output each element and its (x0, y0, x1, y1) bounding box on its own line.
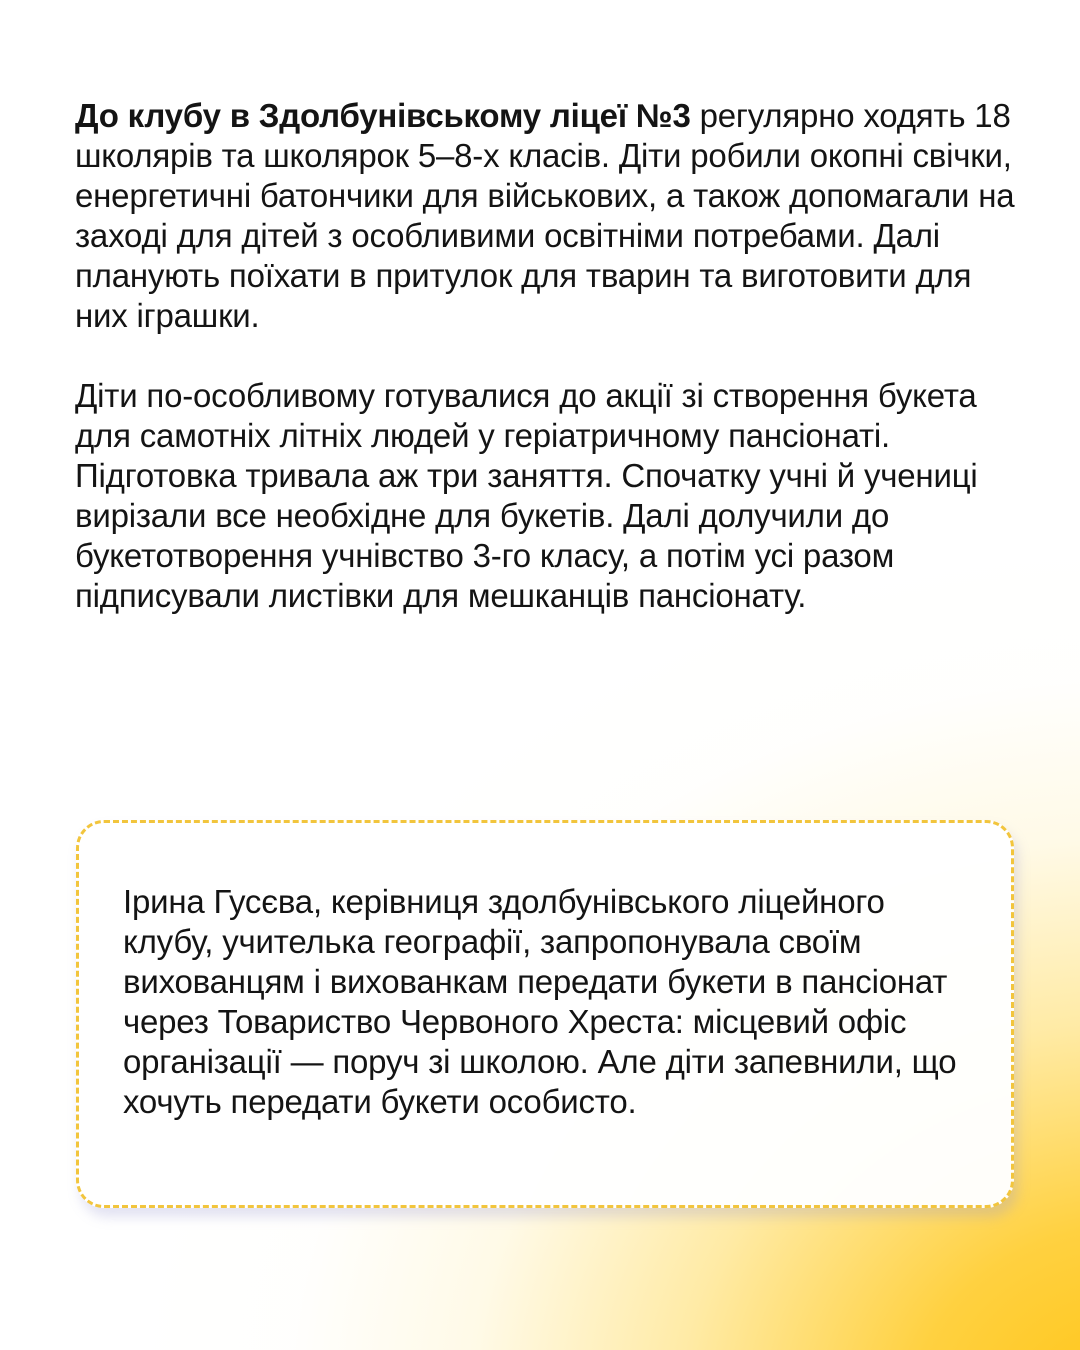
paragraph-bouquet-action (75, 376, 1015, 616)
article-body (75, 96, 1015, 616)
quote-box (76, 820, 1014, 1208)
paragraph-text: регулярно ходять 18 школярів та школярок 5–8-х класів. Діти робили окопні свічки, енергетичні батончики для військових, а також допомагали на заході для дітей з особливими освітніми потребами. Далі планують поїхати в притулок для тварин та виготовити для них іграшки. (75, 97, 1015, 334)
paragraph-lead-bold: До клубу в Здолбунівському ліцеї №3 (75, 97, 691, 134)
paragraph-club-activities (75, 96, 1015, 336)
quote-text: Ірина Гусєва, керівниця здолбунівського ліцейного клубу, учителька географії, запропонувала своїм вихованцям і вихованкам передати букети в пансіонат через Товариство Червоного Хреста: місцевий офіс організації — поруч зі школою. Але діти запевнили, що хочуть передати букети особисто. (123, 883, 957, 1120)
paragraph-text: Діти по-особливому готувалися до акції зі створення букета для самотніх літніх людей у геріатричному пансіонаті. Підготовка тривала аж три заняття. Спочатку учні й учениці вирізали все необхідне для букетів. Далі долучили до букетотворення учнівство 3-го класу, а потім усі разом підписували листівки для мешканців пансіонату. (75, 377, 978, 614)
